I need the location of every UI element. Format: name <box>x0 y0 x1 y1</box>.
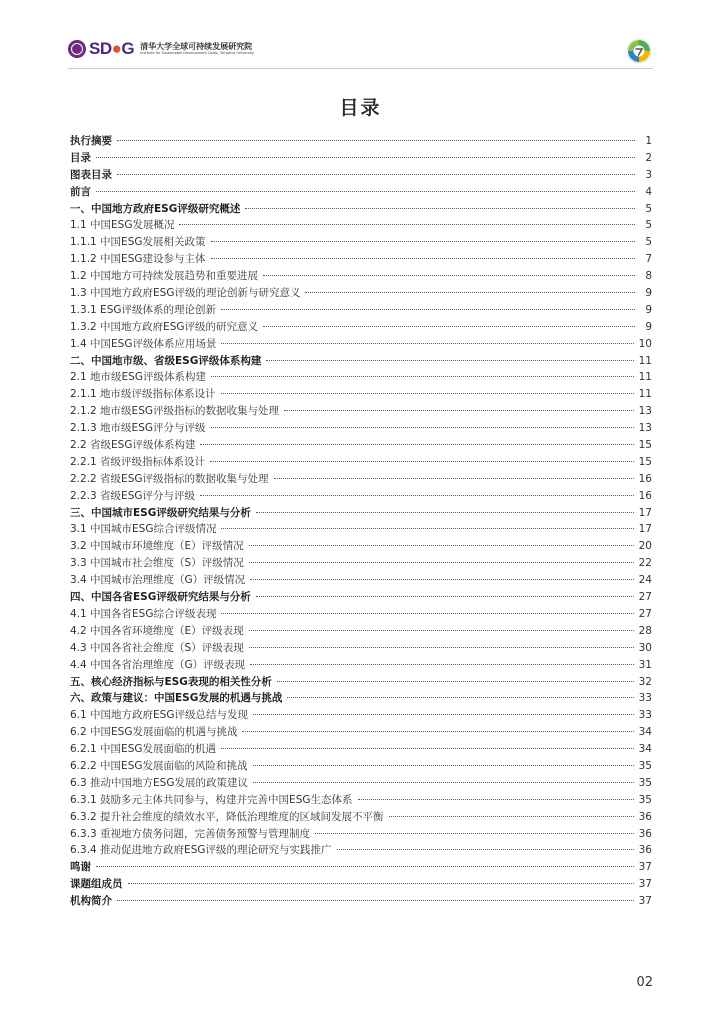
toc-entry-label: 3.2 中国城市环境维度（E）评级情况 <box>70 540 244 553</box>
toc-entry-label: 1.4 中国ESG评级体系应用场景 <box>70 337 217 350</box>
toc-leader-dots <box>117 140 635 141</box>
toc-entry-page: 5 <box>645 219 652 232</box>
toc-entry-page: 37 <box>638 895 652 908</box>
toc-entry-page: 35 <box>638 759 652 772</box>
toc-leader-dots <box>221 528 633 529</box>
toc-leader-dots <box>96 866 634 867</box>
toc-entry[interactable] <box>70 724 652 741</box>
toc-entry-page: 4 <box>645 185 652 198</box>
toc-entry-label: 6.3.3 重视地方债务问题，完善债务预警与管理制度 <box>70 827 311 840</box>
toc-entry-label: 3.3 中国城市社会维度（S）评级情况 <box>70 557 244 570</box>
toc-entry-page: 31 <box>638 658 652 671</box>
toc-entry[interactable] <box>70 775 652 792</box>
toc-leader-dots <box>249 545 634 546</box>
toc-leader-dots <box>249 630 634 631</box>
toc-entry[interactable] <box>70 268 652 285</box>
toc-leader-dots <box>250 579 633 580</box>
toc-entry-page: 3 <box>645 168 652 181</box>
institute-name <box>140 43 254 56</box>
toc-entry[interactable] <box>70 589 652 606</box>
toc-entry-page: 13 <box>638 422 652 435</box>
toc-leader-dots <box>337 849 634 850</box>
toc-leader-dots <box>284 410 634 411</box>
toc-entry-label: 三、中国城市ESG评级研究结果与分析 <box>70 506 251 519</box>
toc-leader-dots <box>221 343 633 344</box>
toc-leader-dots <box>245 208 635 209</box>
toc-entry-label: 2.1.1 地市级评级指标体系设计 <box>70 388 216 401</box>
toc-entry-page: 22 <box>638 557 652 570</box>
toc-entry-label: 1.1.2 中国ESG建设参与主体 <box>70 253 206 266</box>
toc-leader-dots <box>211 258 636 259</box>
toc-leader-dots <box>96 191 635 192</box>
toc-entry-label: 2.2.3 省级ESG评分与评级 <box>70 489 195 502</box>
toc-entry[interactable] <box>70 471 652 488</box>
toc-entry-page: 16 <box>638 489 652 502</box>
toc-entry-page: 9 <box>645 287 652 300</box>
toc-entry-label: 2.2 省级ESG评级体系构建 <box>70 439 196 452</box>
toc-entry-label: 1.2 中国地方可持续发展趋势和重要进展 <box>70 270 259 283</box>
institute-logo <box>68 40 254 58</box>
toc-leader-dots <box>249 562 634 563</box>
toc-entry[interactable] <box>70 285 652 302</box>
toc-entry-label: 4.3 中国各省社会维度（S）评级表现 <box>70 641 244 654</box>
toc-leader-dots <box>128 883 634 884</box>
toc-entry-page: 24 <box>638 574 652 587</box>
toc-leader-dots <box>266 360 633 361</box>
toc-leader-dots <box>117 174 635 175</box>
toc-leader-dots <box>211 427 634 428</box>
toc-leader-dots <box>256 596 634 597</box>
toc-entry-page: 35 <box>638 793 652 806</box>
toc-entry-page: 27 <box>638 607 652 620</box>
toc-entry-page: 9 <box>645 320 652 333</box>
toc-leader-dots <box>389 816 634 817</box>
toc-leader-dots <box>263 326 635 327</box>
toc-leader-dots <box>200 444 633 445</box>
toc-entry[interactable] <box>70 150 652 167</box>
toc-entry[interactable] <box>70 690 652 707</box>
toc-entry[interactable] <box>70 437 652 454</box>
toc-entry-label: 6.2 中国ESG发展面临的机遇与挑战 <box>70 726 238 739</box>
toc-leader-dots <box>96 157 635 158</box>
toc-entry[interactable] <box>70 251 652 268</box>
toc-leader-dots <box>211 241 636 242</box>
toc-entry[interactable] <box>70 842 652 859</box>
toc-leader-dots <box>221 748 634 749</box>
toc-leader-dots <box>210 461 634 462</box>
toc-entry-page: 17 <box>638 523 652 536</box>
page-number: 02 <box>636 975 653 990</box>
toc-entry-page: 34 <box>638 726 652 739</box>
toc-entry[interactable] <box>70 707 652 724</box>
toc-leader-dots <box>200 495 634 496</box>
toc-entry-label: 机构简介 <box>70 895 112 908</box>
toc-entry-label: 3.1 中国城市ESG综合评级情况 <box>70 523 217 536</box>
toc-entry[interactable] <box>70 640 652 657</box>
toc-entry-label: 2.2.2 省级ESG评级指标的数据收集与处理 <box>70 472 269 485</box>
toc-leader-dots <box>287 697 633 698</box>
toc-entry-label: 6.1 中国地方政府ESG评级总结与发现 <box>70 709 248 722</box>
toc-entry-label: 执行摘要 <box>70 135 112 147</box>
toc-entry[interactable] <box>70 319 652 336</box>
toc-leader-dots <box>221 393 634 394</box>
toc-entry-page: 11 <box>638 371 652 384</box>
toc-entry-label: 4.2 中国各省环境维度（E）评级表现 <box>70 624 244 637</box>
toc-entry[interactable] <box>70 488 652 505</box>
toc-entry[interactable] <box>70 505 652 522</box>
toc-entry-label: 6.3.4 推动促进地方政府ESG评级的理论研究与实践推广 <box>70 844 332 857</box>
toc-entry-page: 11 <box>638 388 652 401</box>
toc-entry-label: 图表目录 <box>70 168 112 181</box>
sdg-logo-text: SD●G <box>89 39 135 58</box>
toc-entry[interactable] <box>70 623 652 640</box>
toc-entry-page: 5 <box>645 236 652 249</box>
toc-leader-dots <box>117 900 634 901</box>
toc-entry-page: 35 <box>638 776 652 789</box>
toc-entry-page: 16 <box>638 472 652 485</box>
toc-entry-label: 6.3.1 鼓励多元主体共同参与，构建并完善中国ESG生态体系 <box>70 793 353 806</box>
toc-entry-page: 8 <box>645 270 652 283</box>
toc-entry[interactable] <box>70 657 652 674</box>
toc-entry-label: 3.4 中国城市治理维度（G）评级情况 <box>70 574 246 587</box>
toc-entry[interactable] <box>70 420 652 437</box>
toc-entry[interactable] <box>70 353 652 370</box>
toc-entry[interactable] <box>70 741 652 758</box>
toc-entry-page: 15 <box>638 439 652 452</box>
toc-entry-page: 15 <box>638 455 652 468</box>
toc-entry-page: 7 <box>645 253 652 266</box>
toc-entry-page: 2 <box>645 151 652 164</box>
toc-entry-page: 13 <box>638 405 652 418</box>
toc-entry[interactable] <box>70 336 652 353</box>
toc-entry-page: 32 <box>638 675 652 688</box>
toc-entry-page: 33 <box>638 709 652 722</box>
toc-entry-page: 34 <box>638 743 652 756</box>
toc-entry[interactable] <box>70 167 652 184</box>
header-divider <box>68 68 653 69</box>
toc-leader-dots <box>253 714 634 715</box>
toc-entry-label: 4.1 中国各省ESG综合评级表现 <box>70 607 217 620</box>
toc-leader-dots <box>249 647 634 648</box>
toc-entry-page: 5 <box>645 202 652 215</box>
toc-leader-dots <box>211 376 634 377</box>
toc-entry[interactable] <box>70 369 652 386</box>
toc-entry[interactable] <box>70 859 652 876</box>
toc-entry-page: 1 <box>645 135 652 147</box>
toc-entry[interactable] <box>70 758 652 775</box>
toc-entry[interactable] <box>70 674 652 691</box>
toc-leader-dots <box>305 292 635 293</box>
toc-leader-dots <box>274 478 634 479</box>
toc-entry[interactable] <box>70 809 652 826</box>
institute-name-cn: 清华大学全球可持续发展研究院 <box>140 41 253 51</box>
toc-entry-label: 鸣谢 <box>70 861 91 874</box>
toc-entry-label: 2.1.2 地市级ESG评级指标的数据收集与处理 <box>70 405 279 418</box>
toc-leader-dots <box>277 681 634 682</box>
toc-entry-page: 33 <box>638 692 652 705</box>
institute-name-en: Institute for Sustainable Development Goals, Tsinghua University <box>140 50 255 55</box>
table-of-contents <box>70 133 652 910</box>
toc-entry-label: 课题组成员 <box>70 878 123 891</box>
toc-leader-dots <box>179 224 635 225</box>
toc-entry-page: 11 <box>638 354 652 367</box>
toc-leader-dots <box>221 309 635 310</box>
toc-leader-dots <box>221 613 633 614</box>
toc-entry-page: 28 <box>638 624 652 637</box>
toc-entry[interactable] <box>70 403 652 420</box>
toc-entry-page: 20 <box>638 540 652 553</box>
toc-leader-dots <box>253 782 634 783</box>
toc-entry[interactable] <box>70 606 652 623</box>
toc-entry[interactable] <box>70 184 652 201</box>
toc-entry-label: 4.4 中国各省治理维度（G）评级表现 <box>70 658 246 671</box>
toc-leader-dots <box>256 512 634 513</box>
toc-entry-label: 前言 <box>70 185 91 198</box>
toc-entry[interactable] <box>70 893 652 910</box>
toc-entry[interactable] <box>70 133 652 150</box>
toc-entry-page: 36 <box>638 844 652 857</box>
toc-entry[interactable] <box>70 302 652 319</box>
toc-entry-page: 37 <box>638 878 652 891</box>
toc-leader-dots <box>250 664 633 665</box>
toc-entry[interactable] <box>70 386 652 403</box>
toc-entry-label: 6.2.2 中国ESG发展面临的风险和挑战 <box>70 759 248 772</box>
toc-entry-label: 1.1 中国ESG发展概况 <box>70 219 175 232</box>
toc-entry-label: 1.3.1 ESG评级体系的理论创新 <box>70 303 216 316</box>
toc-entry[interactable] <box>70 538 652 555</box>
toc-entry-label: 四、中国各省ESG评级研究结果与分析 <box>70 591 251 604</box>
toc-entry-label: 目录 <box>70 151 91 164</box>
toc-entry[interactable] <box>70 572 652 589</box>
toc-leader-dots <box>253 765 634 766</box>
toc-leader-dots <box>263 275 635 276</box>
toc-entry[interactable] <box>70 555 652 572</box>
toc-entry-page: 9 <box>645 303 652 316</box>
toc-entry-label: 2.1 地市级ESG评级体系构建 <box>70 371 206 384</box>
toc-entry[interactable] <box>70 876 652 893</box>
toc-entry-label: 1.3 中国地方政府ESG评级的理论创新与研究意义 <box>70 287 301 300</box>
toc-entry[interactable] <box>70 521 652 538</box>
toc-entry-page: 17 <box>638 506 652 519</box>
tsinghua-seal-icon <box>68 40 86 58</box>
toc-entry-label: 1.3.2 中国地方政府ESG评级的研究意义 <box>70 320 258 333</box>
toc-entry-label: 一、中国地方政府ESG评级研究概述 <box>70 202 241 215</box>
toc-leader-dots <box>358 799 634 800</box>
toc-entry-label: 二、中国地市级、省级ESG评级体系构建 <box>70 354 262 367</box>
toc-entry-label: 1.1.1 中国ESG发展相关政策 <box>70 236 206 249</box>
toc-entry-label: 五、核心经济指标与ESG表现的相关性分析 <box>70 675 272 688</box>
toc-leader-dots <box>242 731 633 732</box>
toc-entry[interactable] <box>70 792 652 809</box>
toc-entry-label: 2.2.1 省级评级指标体系设计 <box>70 455 206 468</box>
toc-entry-page: 27 <box>638 591 652 604</box>
page-title: 目录 <box>339 97 382 119</box>
toc-entry-page: 30 <box>638 641 652 654</box>
toc-entry-label: 六、政策与建议：中国ESG发展的机遇与挑战 <box>70 692 283 705</box>
toc-entry[interactable] <box>70 826 652 843</box>
toc-entry-label: 6.3 推动中国地方ESG发展的政策建议 <box>70 776 248 789</box>
toc-entry[interactable] <box>70 234 652 251</box>
toc-entry[interactable] <box>70 454 652 471</box>
toc-entry-label: 2.1.3 地市级ESG评分与评级 <box>70 422 206 435</box>
toc-entry-label: 6.3.2 提升社会维度的绩效水平，降低治理维度的区域间发展不平衡 <box>70 810 384 823</box>
toc-entry-page: 36 <box>638 827 652 840</box>
toc-leader-dots <box>315 833 634 834</box>
page-header <box>0 0 721 70</box>
toc-entry-label: 6.2.1 中国ESG发展面临的机遇 <box>70 743 216 756</box>
toc-entry-page: 36 <box>638 810 652 823</box>
toc-entry[interactable] <box>70 201 652 218</box>
toc-entry-page: 10 <box>638 337 652 350</box>
toc-entry-page: 37 <box>638 861 652 874</box>
toc-entry[interactable] <box>70 217 652 234</box>
report-logo-icon <box>626 38 652 64</box>
